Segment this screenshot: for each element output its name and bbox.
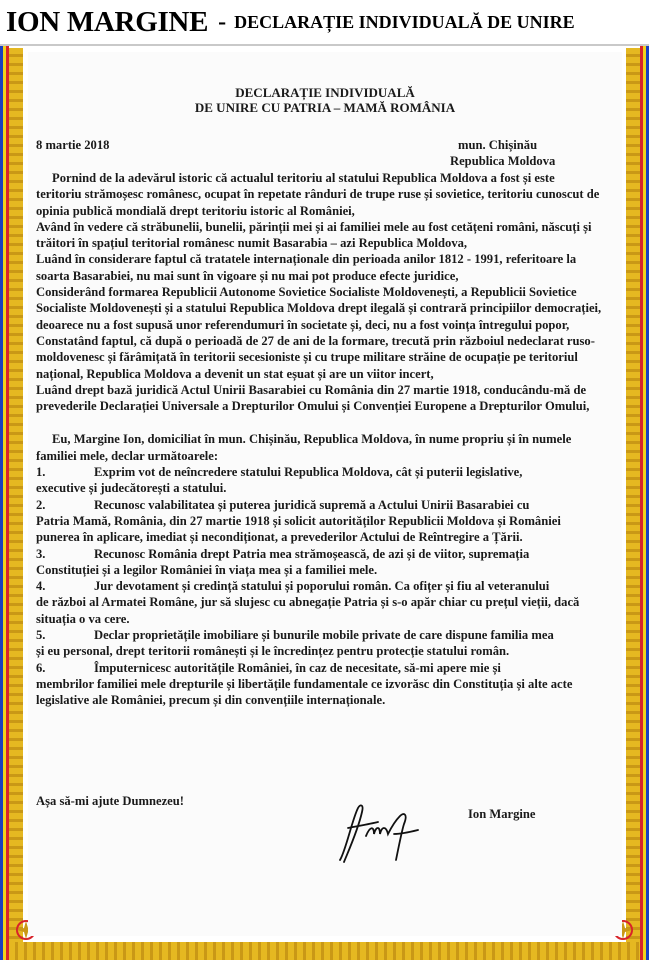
preamble-paragraph: Constatând faptul, că după o perioadă de 27 de ani de la formare, trecută prin războiul nedeclarat ruso-moldovenesc și fărâmițată în teritorii secesioniste și cu trupe militare străine de ocupație pe teritoriul național, Republica Moldova a devenit un stat eșuat și are un viitor incert, — [36, 333, 595, 381]
item-number: 4. — [36, 579, 46, 594]
item-text-cont: de război al Armatei Române, jur să slujesc cu abnegație Patria și s-o apăr chiar cu prețul vieții, dacă situația o va cere. — [36, 595, 580, 626]
item-text: Declar proprietățile imobiliare și bunurile mobile private de care dispune familia mea — [94, 628, 554, 643]
document-date: 8 martie 2018 — [36, 138, 110, 152]
item-number: 3. — [36, 546, 46, 561]
header-dash: - — [218, 8, 227, 35]
title-line-1: DECLARAȚIE INDIVIDUALĂ — [235, 85, 415, 100]
declaration-item — [36, 660, 602, 709]
ornamental-border-right — [626, 48, 640, 960]
handwritten-signature — [318, 790, 428, 870]
preamble-paragraph: Luând în considerare faptul că tratatele internaționale din perioada anilor 1812 - 1991, referitoare la soarta Basarabiei, nu mai sunt în vigoare și nu mai pot produce efecte juridice, — [36, 252, 577, 283]
item-text-cont: executive și judecătorești a statului. — [36, 481, 227, 496]
declaration-item — [36, 578, 602, 627]
flag-stripe-left — [0, 0, 9, 960]
item-text-cont: și eu personal, drept teritorii românești și le încredințez pentru protecție statului român. — [36, 644, 510, 659]
item-text: Recunosc România drept Patria mea strămoșească, de azi și de viitor, supremația — [94, 546, 530, 561]
preamble-paragraph: Luând drept bază juridică Actul Unirii Basarabiei cu România din 27 martie 1918, conducându-mă de prevederile Declarației Universale a Drepturilor Omului și Convenției Europene a Drepturilor Omului, — [36, 382, 590, 414]
header-name: ION MARGINE — [6, 5, 209, 38]
item-number: 1. — [36, 465, 46, 480]
declaration-item — [36, 546, 602, 579]
preamble-paragraph: Având în vedere că străbunelii, bunelii, părinții mei și ai familiei mele au fost cetățeni români, născuți și trăitori în spațiul teritorial românesc numit Basarabia – azi Republica Moldova, — [36, 219, 592, 251]
declaration-intro: Eu, Margine Ion, domiciliat în mun. Chișinău, Republica Moldova, în nume propriu și în numele familiei mele, declar următoarele: — [36, 432, 572, 463]
preamble-paragraph: Pornind de la adevărul istoric că actualul teritoriu al statului Republica Moldova a fost și este teritoriu strămoșesc românesc, ocupat în repetate rânduri de trupe ruse și sovietice, teritoriu cunoscut de opinia publică mondială drept teritoriu istoric al României, — [36, 171, 600, 218]
flag-stripe-right — [640, 0, 649, 960]
location-line-1: mun. Chișinău — [458, 138, 538, 152]
item-text-cont: membrilor familiei mele drepturile și libertățile fundamentale ce izvorăsc din Constituția și alte acte legislative ale României, precum și din convențiile internaționale. — [36, 676, 573, 708]
item-number: 5. — [36, 628, 46, 643]
document-title — [28, 85, 622, 115]
declaration-item — [36, 464, 602, 497]
item-text: Jur devotament și credință statului și poporului român. Ca ofițer și fiu al veteranului — [94, 579, 550, 594]
preamble-paragraph: Considerând formarea Republicii Autonome Sovietice Socialiste Moldovenești, a Republicii Sovietice Socialiste Moldovenești și a statului Republica Moldova drept ilegală și contrară principiilor democrației, deoarece nu a fost supusă unor referendumuri în societate și, deci, nu a fost voința întregului popor, — [36, 285, 602, 332]
item-text: Recunosc valabilitatea și puterea juridică supremă a Actului Unirii Basarabiei cu — [94, 497, 530, 512]
signer-name: Ion Margine — [468, 807, 536, 821]
declaration-document — [28, 52, 622, 936]
item-number: 2. — [36, 497, 46, 512]
item-text: Exprim vot de neîncredere statului Republica Moldova, cât și puterii legislative, — [94, 465, 523, 480]
ornamental-border-left — [9, 48, 23, 960]
ornamental-border-bottom — [9, 942, 640, 960]
header-subtitle: DECLARAȚIE INDIVIDUALĂ DE UNIRE — [234, 11, 575, 32]
header-banner — [0, 0, 649, 46]
declaration-item — [36, 497, 602, 546]
document-body — [36, 170, 602, 709]
item-text-cont: Constituției și a legilor României în viața mea și a familiei mele. — [36, 562, 378, 577]
document-location — [450, 137, 556, 169]
declaration-item — [36, 627, 602, 660]
item-text-cont: Patria Mamă, România, din 27 martie 1918 și solicit autorităților Republicii Moldova și României punerea în aplicare, imediat și necondiționat, a prevederilor Actului de Reîntregire a Țării. — [36, 513, 561, 545]
closing-formula: Așa să-mi ajute Dumnezeu! — [36, 794, 184, 808]
item-text: Împuternicesc autoritățile României, în caz de necesitate, să-mi apere mie și — [94, 660, 501, 675]
location-line-2: Republica Moldova — [450, 154, 556, 168]
item-number: 6. — [36, 660, 46, 675]
title-line-2: DE UNIRE CU PATRIA – MAMĂ ROMÂNIA — [194, 100, 456, 115]
